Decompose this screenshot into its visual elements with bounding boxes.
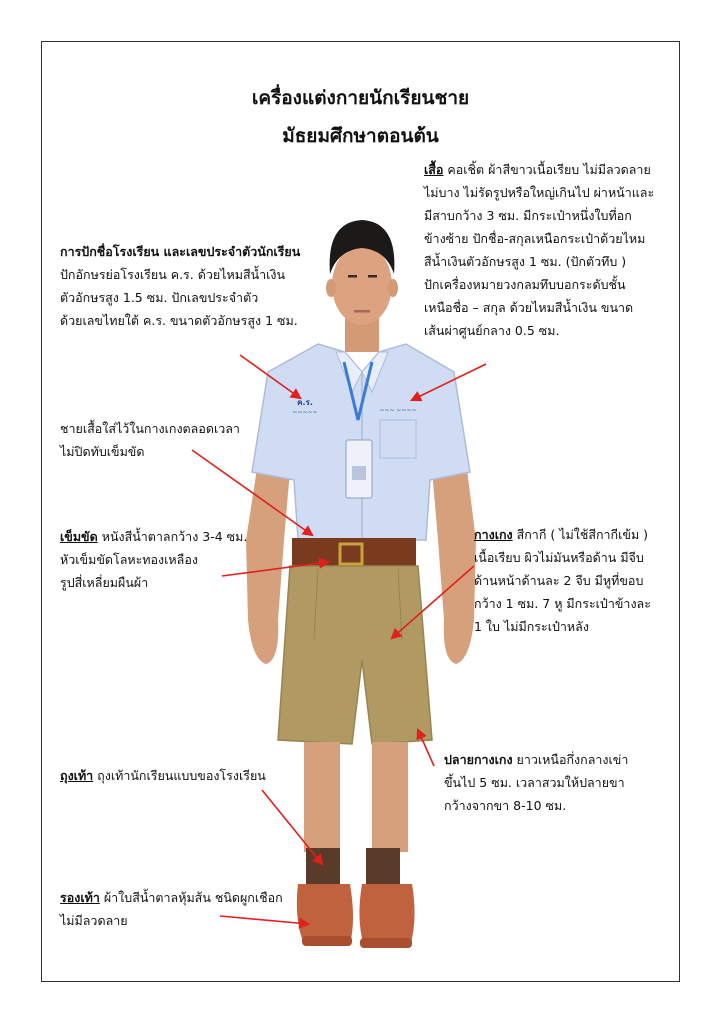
- embroidery-line-1: ปักอักษรย่อโรงเรียน ค.ร. ด้วยไหมสีน้ำเงิน: [60, 267, 286, 282]
- shirt-line-7: เหนือชื่อ – สกุล ด้วยไหมสีน้ำเงิน ขนาด: [424, 300, 634, 315]
- pants-line-5: 1 ใบ ไม่มีกระเป๋าหลัง: [474, 619, 589, 634]
- pants-line-1: กางเกง สีกากี ( ไม่ใช้สีกากีเข้ม ): [474, 527, 649, 542]
- hem-line-1: ปลายกางเกง ยาวเหนือกึ่งกลางเข่า: [444, 752, 629, 767]
- shirt-line-5: สีน้ำเงินตัวอักษรสูง 1 ซม. (ปักตัวทึบ ): [424, 254, 627, 269]
- embroidery-line-2: ตัวอักษรสูง 1.5 ซม. ปักเลขประจำตัว: [60, 290, 259, 305]
- arrow-socks: [262, 790, 322, 864]
- pants-line-2: เนื้อเรียบ ผิวไม่มันหรือด้าน มีจีบ: [474, 550, 644, 565]
- shirt-line-2: ไม่บาง ไม่รัดรูปหรือใหญ่เกินไป ผ่าหน้าและ: [424, 185, 655, 200]
- hem-line-3: กว้างจากขา 8-10 ซม.: [444, 798, 567, 813]
- socks-label: ถุงเท้า: [60, 768, 94, 783]
- student-id-embroidery: ~~~~~: [292, 409, 318, 416]
- tuck-line-2: ไม่ปิดทับเข็มขัด: [60, 444, 145, 459]
- tuck-line-1: ชายเสื้อใส่ไว้ในกางเกงตลอดเวลา: [60, 421, 240, 436]
- pants-line-3: ด้านหน้าด้านละ 2 จีบ มีหูที่ขอบ: [474, 573, 644, 588]
- school-initials-embroidery: ค.ร.: [297, 398, 313, 407]
- embroidery-heading: การปักชื่อโรงเรียน และเลขประจำตัวนักเรียน: [60, 244, 301, 259]
- pants-label: กางเกง: [474, 527, 513, 542]
- shoes-line-1: รองเท้า ผ้าใบสีน้ำตาลหุ้มส้น ชนิดผูกเชือก: [60, 890, 283, 905]
- belt-line-2: หัวเข็มขัดโลหะทองเหลือง: [60, 552, 198, 567]
- pants-line-4: กว้าง 1 ซม. 7 หู มีกระเป๋าข้างละ: [474, 596, 651, 611]
- arrow-shoes: [220, 916, 308, 924]
- arrow-embroidery: [240, 355, 300, 398]
- shirt-line-3: มีสาบกว้าง 3 ซม. มีกระเป๋าหนึ่งใบที่อก: [424, 208, 632, 223]
- arrow-shirt: [412, 364, 486, 400]
- hem-heading: ปลายกางเกง: [444, 752, 513, 767]
- belt-label: เข็มขัด: [60, 529, 98, 544]
- shoes-line-2: ไม่มีลวดลาย: [60, 913, 128, 928]
- page-subtitle: มัธยมศึกษาตอนต้น: [282, 125, 439, 147]
- arrow-tuck: [192, 450, 312, 535]
- shirt-line-8: เส้นผ่าศูนย์กลาง 0.5 ซม.: [424, 323, 560, 338]
- shirt-line-4: ข้างซ้าย ปักชื่อ-สกุลเหนือกระเป๋าด้วยไหม: [424, 231, 646, 246]
- shirt-label: เสื้อ: [424, 162, 444, 177]
- arrow-belt: [222, 562, 328, 576]
- hem-line-2: ขึ้นไป 5 ซม. เวลาสวมให้ปลายขา: [444, 775, 625, 790]
- socks-line: ถุงเท้า ถุงเท้านักเรียนแบบของโรงเรียน: [60, 768, 266, 783]
- shirt-line-1: เสื้อ คอเชิ้ต ผ้าสีขาวเนื้อเรียบ ไม่มีลวดลาย: [424, 162, 651, 177]
- belt-line-1: เข็มขัด หนังสีน้ำตาลกว้าง 3-4 ซม.: [60, 529, 248, 544]
- belt-line-3: รูปสี่เหลี่ยมผืนผ้า: [60, 575, 149, 590]
- embroidery-line-3: ด้วยเลขไทยใต้ ค.ร. ขนาดตัวอักษรสูง 1 ซม.: [60, 313, 298, 328]
- arrow-hem: [418, 730, 434, 766]
- shoes-label: รองเท้า: [60, 890, 100, 905]
- page-title: เครื่องแต่งกายนักเรียนชาย: [251, 87, 470, 109]
- shirt-line-6: ปักเครื่องหมายวงกลมทึบบอกระดับชั้น: [424, 277, 626, 292]
- arrow-pants: [392, 566, 474, 638]
- name-embroidery: ~~~ ~~~~: [379, 407, 417, 414]
